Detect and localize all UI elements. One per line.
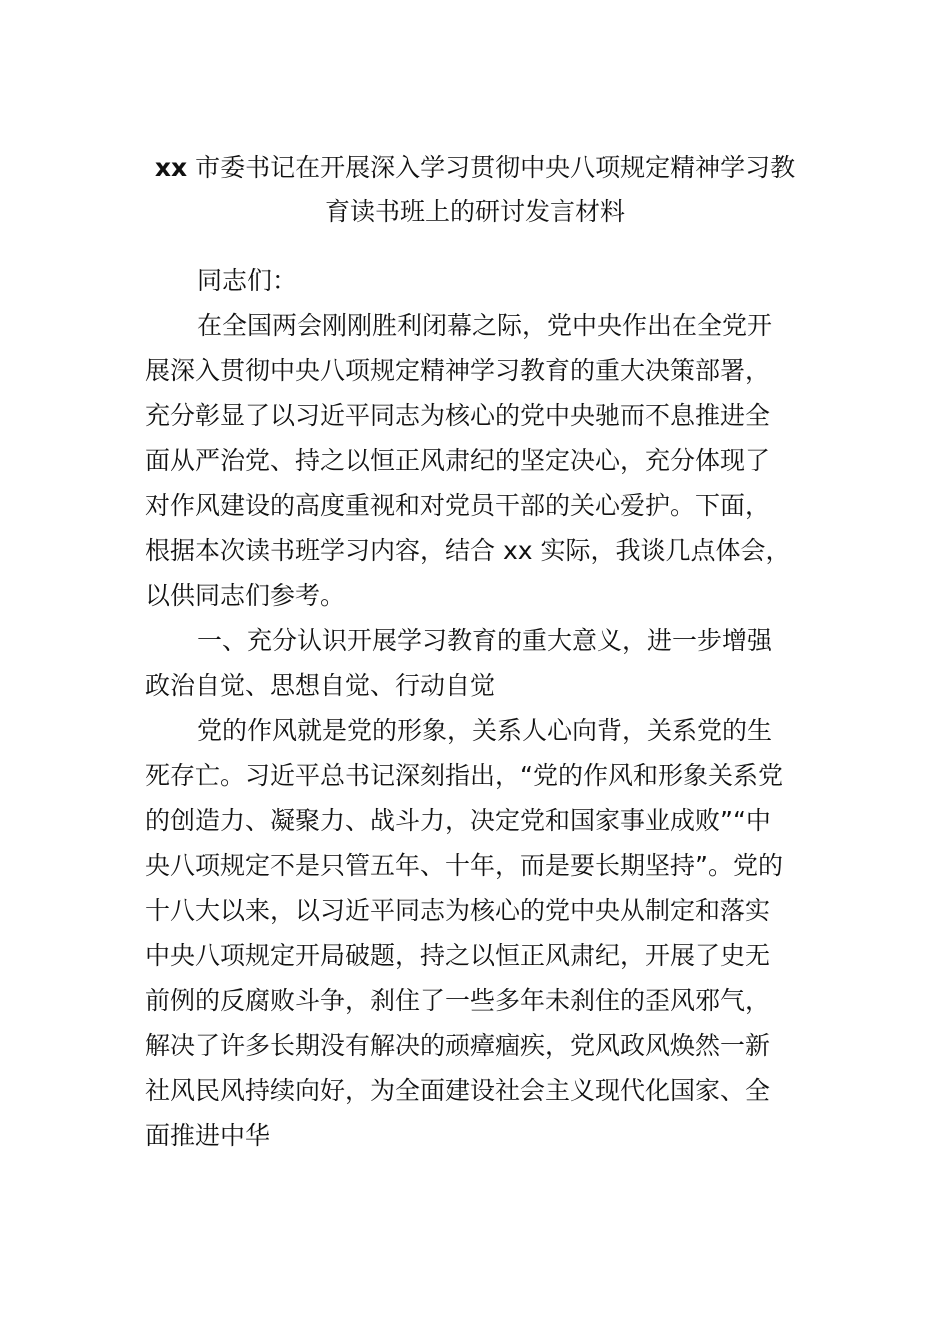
paragraph-2-line: 面推进中华: [145, 1121, 271, 1150]
paragraph-1-line: 展深入贯彻中央八项规定精神学习教育的重大决策部署，: [145, 356, 771, 385]
paragraph-2-line: 社风民风持续向好，为全面建设社会主义现代化国家、全: [145, 1076, 771, 1105]
section-heading-line: 一、充分认识开展学习教育的重大意义，进一步增强: [197, 626, 773, 655]
paragraph-2-line: 解决了许多长期没有解决的顽瘴痼疾，党风政风焕然一新: [145, 1031, 771, 1060]
paragraph-1-line: 以供同志们参考。: [145, 581, 346, 610]
paragraph-1-line: 充分彰显了以习近平同志为核心的党中央驰而不息推进全: [145, 401, 771, 430]
paragraph-1-line: 根据本次读书班学习内容，结合 xx 实际，我谈几点体会，: [145, 536, 791, 565]
paragraph-2-line: 央八项规定不是只管五年、十年，而是要长期坚持”。党的: [145, 851, 783, 880]
paragraph-1-line: 对作风建设的高度重视和对党员干部的关心爱护。下面，: [145, 491, 771, 520]
title-line-1-text: 市委书记在开展深入学习贯彻中央八项规定精神学习教: [195, 153, 796, 182]
paragraph-1-line: 在全国两会刚刚胜利闭幕之际，党中央作出在全党开: [197, 311, 773, 340]
paragraph-2-line: 的创造力、凝聚力、战斗力，决定党和国家事业成败”“中: [145, 806, 771, 835]
document-title: [145, 146, 805, 234]
title-prefix: xx: [154, 153, 188, 182]
paragraph-1-line: 面从严治党、持之以恒正风肃纪的坚定决心，充分体现了: [145, 446, 771, 475]
paragraph-2-line: 前例的反腐败斗争，刹住了一些多年未刹住的歪风邪气，: [145, 986, 771, 1015]
paragraph-2-line: 党的作风就是党的形象，关系人心向背，关系党的生: [197, 716, 773, 745]
paragraph-2-line: 中央八项规定开局破题，持之以恒正风肃纪，开展了史无: [145, 941, 771, 970]
title-line-2: 育读书班上的研讨发言材料: [324, 197, 625, 226]
salutation: 同志们：: [197, 266, 298, 295]
paragraph-2-line: 十八大以来，以习近平同志为核心的党中央从制定和落实: [145, 896, 771, 925]
document-body: [145, 258, 807, 1158]
section-heading-line: 政治自觉、思想自觉、行动自觉: [145, 671, 496, 700]
paragraph-2-line: 死存亡。习近平总书记深刻指出，“党的作风和形象关系党: [145, 761, 783, 790]
title-line-1: [145, 146, 805, 190]
